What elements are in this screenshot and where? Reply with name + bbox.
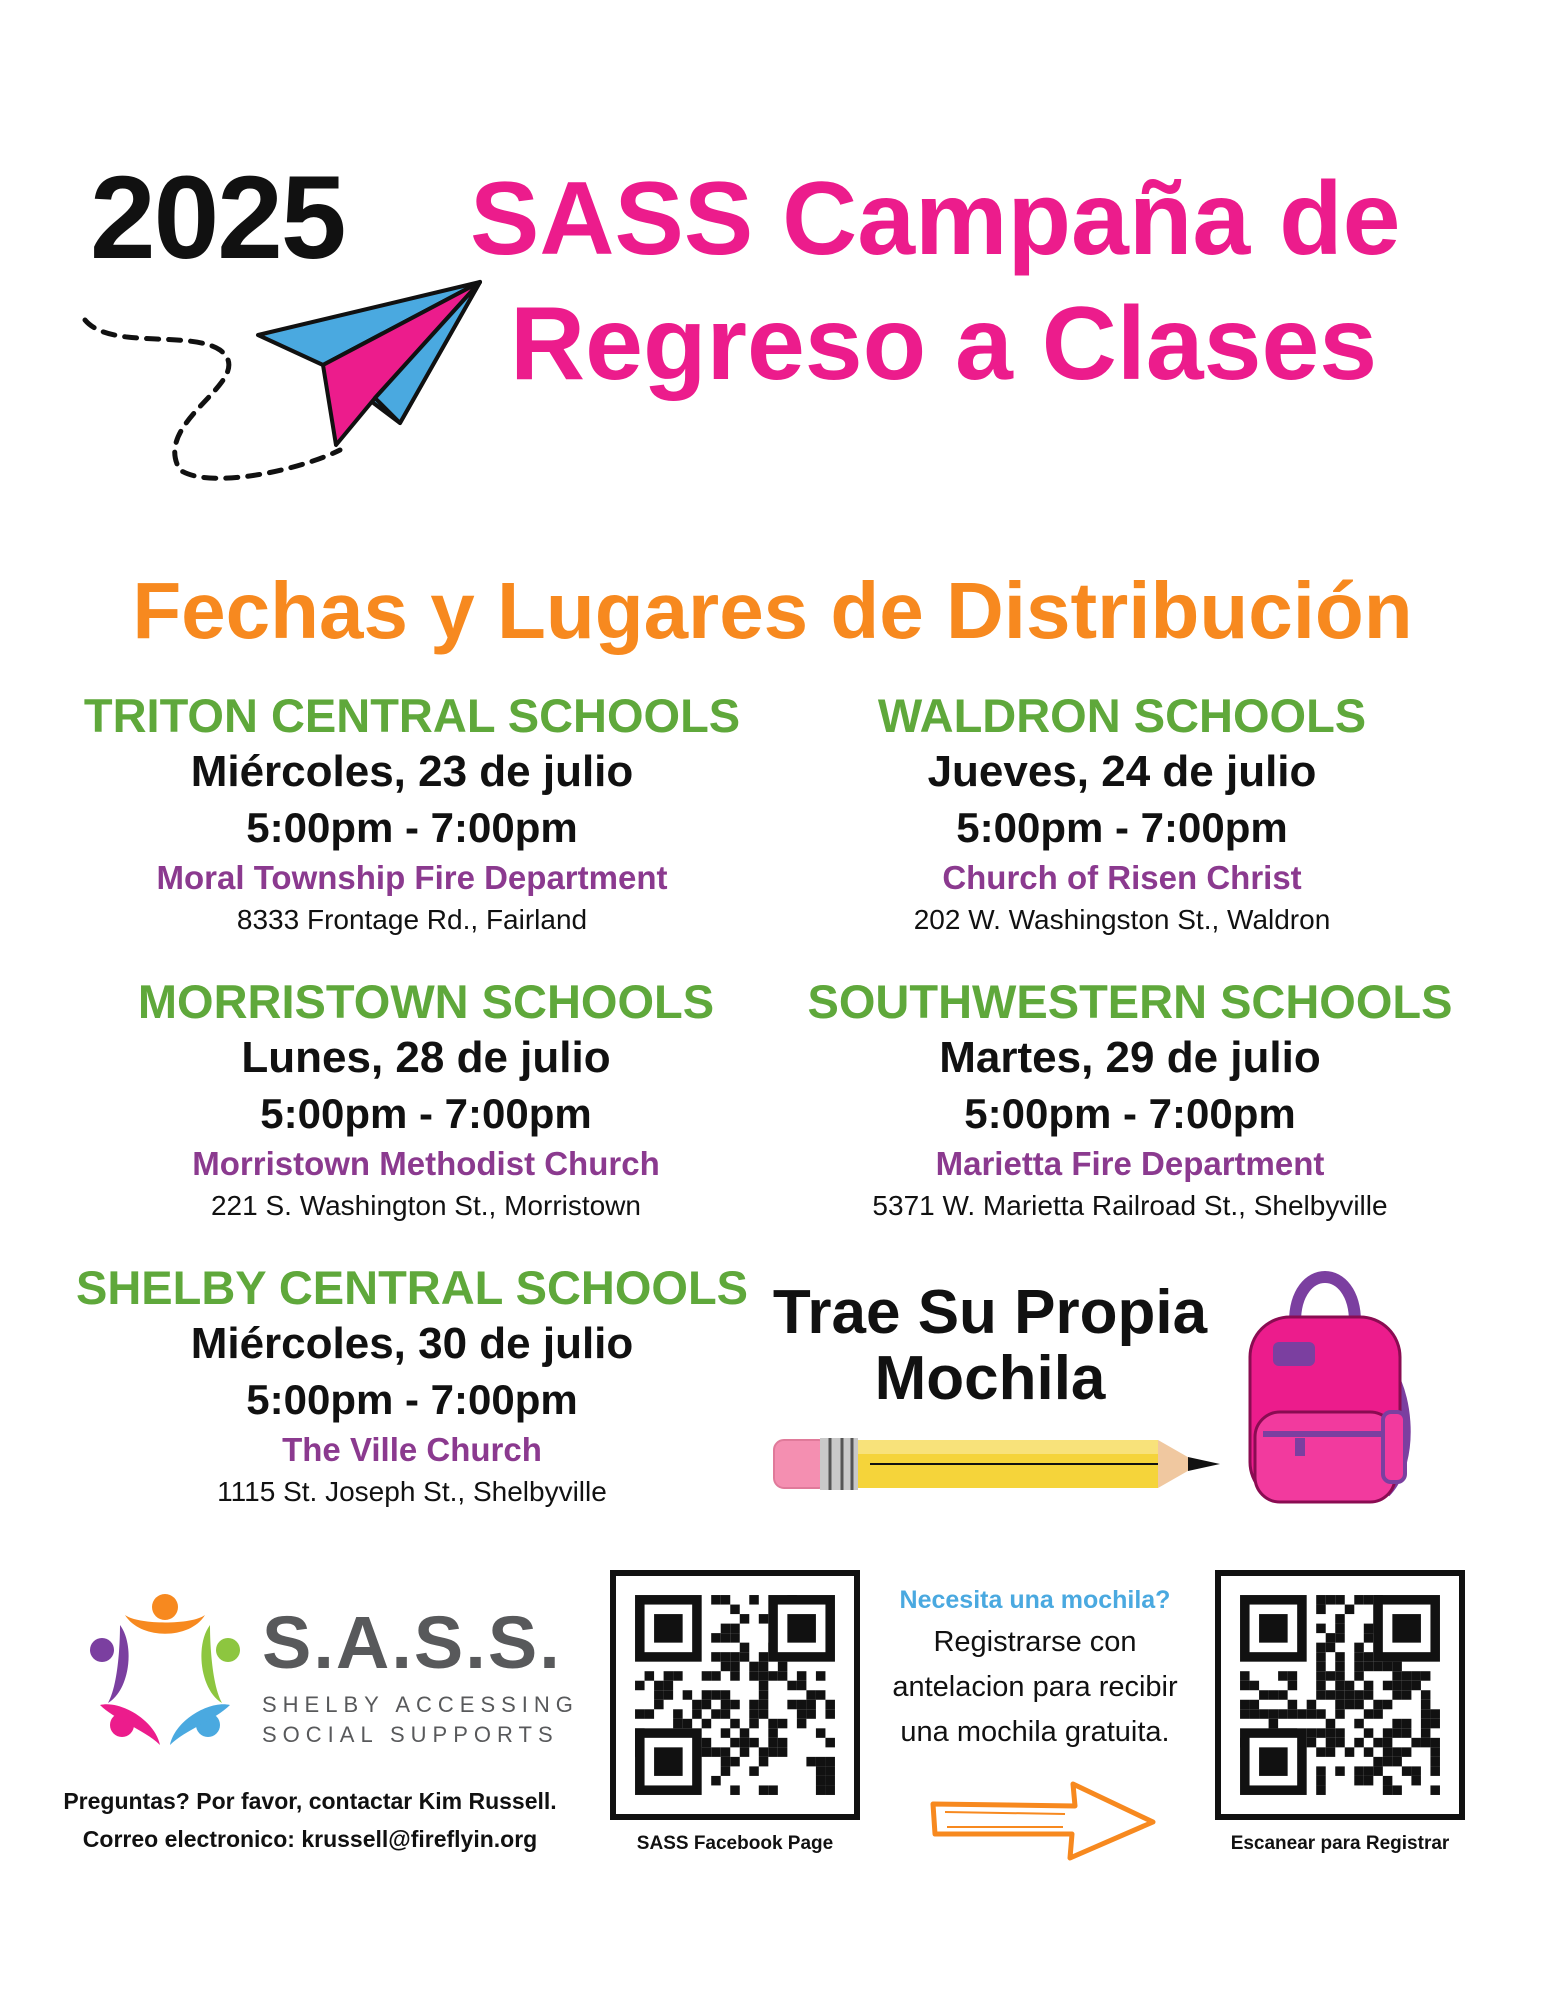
venue-address: 5371 W. Marietta Railroad St., Shelbyville: [872, 1190, 1388, 1221]
event-date: Miércoles, 30 de julio: [190, 1319, 634, 1368]
title-line-2: Regreso a Clases: [510, 286, 1378, 402]
backpack-icon: [1235, 1262, 1415, 1512]
contact-info: [30, 1782, 590, 1858]
title-line-1: SASS Campaña de: [470, 161, 1401, 277]
event-date: Miércoles, 23 de julio: [190, 747, 634, 796]
need-question: Necesita una mochila?: [899, 1586, 1171, 1614]
site-triton: [52, 688, 772, 940]
register-qr-label: Escanear para Registrar: [1230, 1833, 1450, 1854]
need-backpack-note: [885, 1580, 1185, 1755]
venue-name: Marietta Fire Department: [935, 1145, 1325, 1182]
event-date: Martes, 29 de julio: [939, 1033, 1321, 1082]
event-time: 5:00pm - 7:00pm: [246, 804, 578, 851]
event-time: 5:00pm - 7:00pm: [956, 804, 1288, 851]
school-name: MORRISTOWN SCHOOLS: [137, 975, 715, 1028]
bring-backpack-heading: [770, 1280, 1210, 1412]
qr-code-pattern-icon: [616, 1576, 854, 1814]
event-date: Lunes, 28 de julio: [241, 1033, 611, 1082]
site-shelby-central: [52, 1260, 772, 1512]
venue-name: Moral Township Fire Department: [156, 859, 668, 896]
event-date: Jueves, 24 de julio: [927, 747, 1317, 796]
contact-email[interactable]: Correo electronico: krussell@fireflyin.org: [82, 1826, 538, 1852]
sass-tagline-line-2: SOCIAL SUPPORTS: [262, 1722, 559, 1747]
facebook-qr-label: SASS Facebook Page: [636, 1833, 834, 1854]
venue-name: Church of Risen Christ: [942, 859, 1302, 896]
event-time: 5:00pm - 7:00pm: [260, 1090, 592, 1137]
venue-address: 8333 Frontage Rd., Fairland: [236, 904, 588, 935]
school-name: TRITON CENTRAL SCHOOLS: [83, 689, 741, 742]
sass-logo-icon: [80, 1585, 250, 1760]
site-southwestern: [770, 974, 1490, 1226]
venue-address: 1115 St. Joseph St., Shelbyville: [217, 1476, 607, 1507]
sass-tagline: [262, 1690, 579, 1750]
school-name: SOUTHWESTERN SCHOOLS: [807, 975, 1453, 1028]
need-line-2: antelacion para recibir: [892, 1671, 1178, 1703]
arrow-right-icon: [925, 1772, 1165, 1862]
facebook-qr-code[interactable]: [610, 1570, 860, 1820]
venue-name: The Ville Church: [282, 1431, 542, 1468]
school-name: WALDRON SCHOOLS: [877, 689, 1367, 742]
venue-name: Morristown Methodist Church: [192, 1145, 660, 1182]
need-line-1: Registrarse con: [933, 1626, 1137, 1658]
sass-tagline-line-1: SHELBY ACCESSING: [262, 1692, 579, 1717]
distribution-heading: Fechas y Lugares de Distribución: [132, 566, 1413, 655]
school-name: SHELBY CENTRAL SCHOOLS: [76, 1261, 748, 1314]
qr-code-pattern-icon: [1221, 1576, 1459, 1814]
bring-line-1: Trae Su Propia: [772, 1278, 1208, 1347]
event-time: 5:00pm - 7:00pm: [964, 1090, 1296, 1137]
year-heading: 2025: [90, 152, 345, 284]
site-waldron: [762, 688, 1482, 940]
sass-logo-text: S.A.S.S.: [262, 1601, 562, 1684]
venue-address: 221 S. Washington St., Morristown: [210, 1190, 642, 1221]
event-time: 5:00pm - 7:00pm: [246, 1376, 578, 1423]
site-morristown: [66, 974, 786, 1226]
pencil-icon: [770, 1430, 1225, 1500]
register-qr-code[interactable]: [1215, 1570, 1465, 1820]
venue-address: 202 W. Washingston St., Waldron: [913, 904, 1331, 935]
bring-line-2: Mochila: [874, 1344, 1106, 1413]
need-line-3: una mochila gratuita.: [900, 1716, 1170, 1748]
paper-plane-icon: [70, 270, 490, 490]
contact-line-1: Preguntas? Por favor, contactar Kim Russell.: [63, 1788, 557, 1814]
